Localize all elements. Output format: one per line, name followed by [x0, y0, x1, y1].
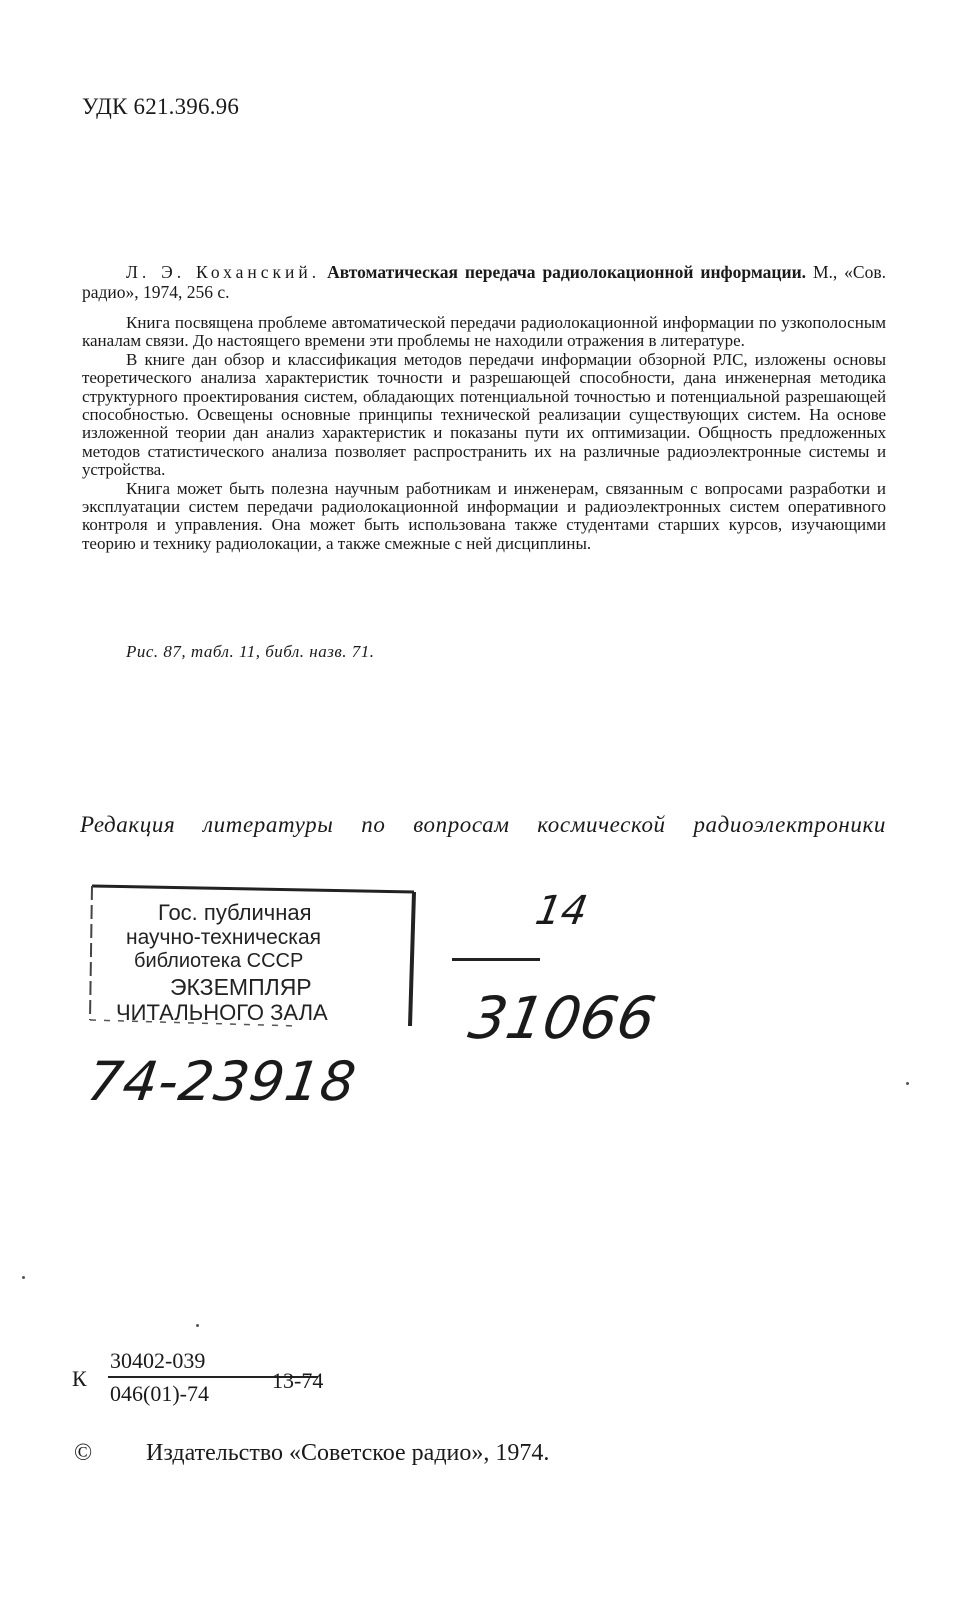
handwritten-inventory-number: 74-23918: [83, 1050, 361, 1113]
udc-code: УДК 621.396.96: [82, 94, 240, 119]
classification-suffix: 13-74: [272, 1368, 324, 1393]
library-stamp: [88, 880, 418, 1030]
classification-denominator: 046(01)-74: [110, 1381, 209, 1406]
abstract: [82, 314, 886, 553]
bibliographic-entry: [82, 262, 886, 302]
editorial-office: Редакция литературы по вопросам космической радиоэлектроники: [80, 812, 886, 837]
stamp-line-2: научно-техническая: [126, 926, 321, 949]
copyright-text: Издательство «Советское радио», 1974.: [146, 1440, 550, 1466]
figures-note: Рис. 87, табл. 11, библ. назв. 71.: [126, 642, 375, 661]
stamp-line-4: ЭКЗЕМПЛЯР: [170, 974, 312, 1000]
classification-letter: К: [72, 1366, 87, 1391]
copyright-icon: ©: [74, 1440, 93, 1466]
handwritten-dash: [452, 958, 540, 961]
abstract-paragraph-1: Книга посвящена проблеме автоматической передачи радиолокационной информации по узкополосным каналам связи. До настоящего времени эти проблемы не находили отражения в литературе.: [82, 313, 886, 351]
stamp-line-1: Гос. публичная: [158, 900, 312, 925]
author-name: Л. Э. Коханский.: [126, 262, 321, 282]
handwritten-number-14: 14: [531, 888, 591, 934]
abstract-paragraph-2: В книге дан обзор и классификация методов передачи информации обзорной РЛС, изложены основы теоретического анализа характеристик точности и разрешающей способности, дана инженерная методика структурного проектирования систем, обладающих потенциальной точностью и потенциальной разрешающей способностью. Освещены основные принципы технической реализации существующих систем. На основе изложенной теории дан анализ характеристик и показаны пути их оптимизации. Общность предложенных методов статистического анализа позволяет распространить их на различные радиоэлектронные системы и устройства.: [82, 349, 886, 480]
abstract-paragraph-3: Книга может быть полезна научным работникам и инженерам, связанным с вопросами разработки и эксплуатации систем передачи радиолокационной информации и радиоэлектронных систем оперативного контроля и управления. Она может быть использована также студентами старших курсов, изучающими теорию и технику радиолокации, а также смежные с ней дисциплины.: [82, 478, 886, 553]
handwritten-number-31066: 31066: [464, 984, 661, 1052]
stamp-line-3: библиотека СССР: [134, 950, 304, 972]
imprint: М., «Сов. радио», 1974, 256 с.: [82, 262, 886, 302]
classification-code: [72, 1348, 392, 1408]
classification-numerator: 30402-039: [110, 1348, 206, 1373]
scan-speck: [906, 1082, 909, 1085]
copyright-line: [74, 1440, 549, 1467]
scan-speck: [22, 1276, 25, 1279]
book-title: Автоматическая передача радиолокационной информации.: [327, 262, 807, 282]
scan-speck: [196, 1324, 199, 1327]
stamp-line-5: ЧИТАЛЬНОГО ЗАЛА: [116, 1000, 328, 1025]
